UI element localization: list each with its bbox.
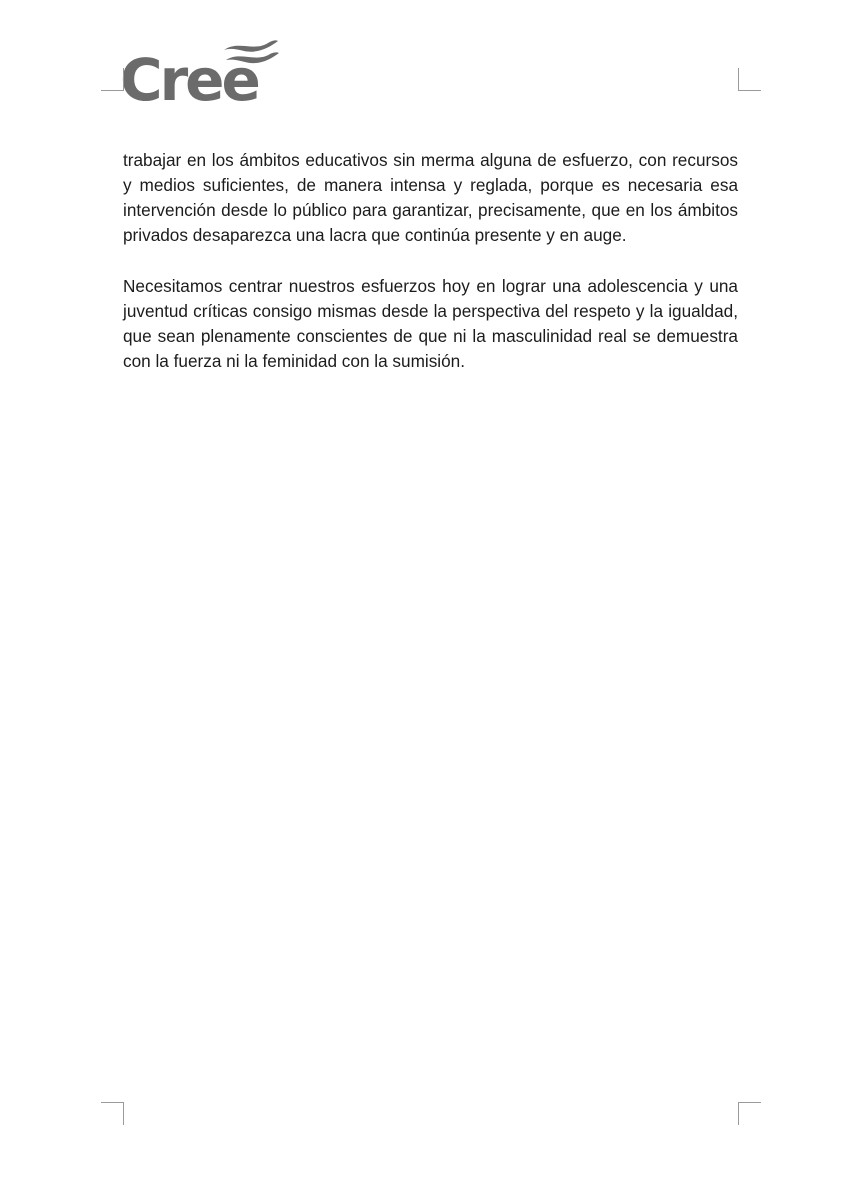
crop-mark-top-right: [738, 68, 761, 91]
document-body: [123, 148, 738, 400]
logo-wordmark: Cree: [120, 46, 258, 106]
crop-mark-bottom-right: [738, 1102, 761, 1125]
paragraph: trabajar en los ámbitos educativos sin merma alguna de esfuerzo, con recursos y medios suficientes, de manera intensa y reglada, porque es necesaria esa intervención desde lo público para garantizar, precisamente, que en los ámbitos privados desaparezca una lacra que continúa presente y en auge.: [123, 150, 738, 245]
crop-mark-top-left: [101, 68, 124, 91]
paragraph: Necesitamos centrar nuestros esfuerzos hoy en lograr una adolescencia y una juventud críticas consigo mismas desde la perspectiva del respeto y la igualdad, que sean plenamente conscientes de que ni la masculinidad real se demuestra con la fuerza ni la feminidad con la sumisión.: [123, 276, 738, 371]
crop-mark-bottom-left: [101, 1102, 124, 1125]
cree-logo: [120, 36, 282, 106]
